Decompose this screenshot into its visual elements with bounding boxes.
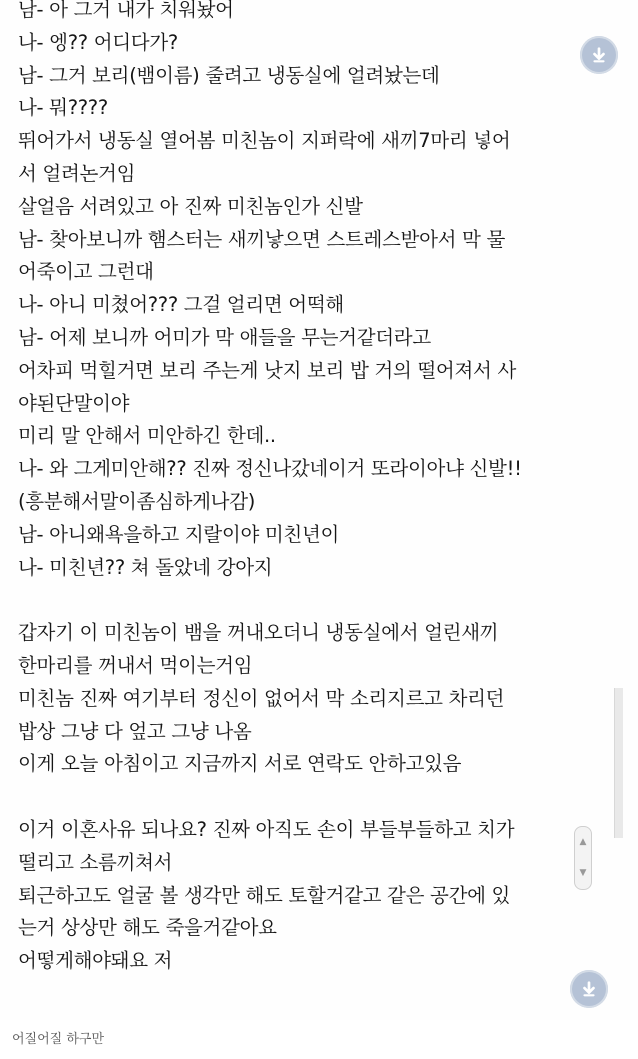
post-text-line: 서 얼려논거임 xyxy=(18,162,136,185)
post-text-line: 떨리고 소름끼쳐서 xyxy=(18,850,173,874)
scroll-down-button-top[interactable] xyxy=(580,36,618,74)
post-text-line: 야된단말이야 xyxy=(18,391,130,415)
post-text-line: 갑자기 이 미친놈이 뱀을 꺼내오더니 냉동실에서 얼린새끼 xyxy=(18,621,499,645)
post-text-line: 살얼음 서려있고 아 진짜 미친놈인가 신발 xyxy=(18,194,363,218)
chevron-down-icon: ▼ xyxy=(579,868,587,878)
post-text-line: 미리 말 안해서 미안하긴 한데.. xyxy=(18,424,276,448)
post-text-line: 어떻게해야돼요 저 xyxy=(18,949,173,973)
scroll-down-button-bottom[interactable] xyxy=(570,970,608,1008)
post-text-line: 는거 상상만 해도 죽을거같아요 xyxy=(18,916,277,940)
post-text-line: 남- 아니왜욕을하고 지랄이야 미친년이 xyxy=(18,522,340,546)
post-text-line: 남- 어제 보니까 어미가 막 애들을 무는거같더라고 xyxy=(18,326,431,349)
post-text-line: 나- 아니 미쳤어??? 그걸 얼리면 어떡해 xyxy=(18,293,344,317)
image-caption: 어질어질 하구만 xyxy=(12,1032,105,1047)
post-text-line: 나- 와 그게미안해?? 진짜 정신나갔네이거 또라이아냐 신발!! xyxy=(18,457,522,481)
post-text-line: 나- 엥?? 어디다가? xyxy=(18,30,178,54)
post-text-line: 남- 찾아보니까 햄스터는 새끼낳으면 스트레스받아서 막 물 xyxy=(18,227,506,251)
post-text-line: 이거 이혼사유 되나요? 진짜 아직도 손이 부들부들하고 치가 xyxy=(18,818,515,841)
post-text-line: 어죽이고 그런대 xyxy=(18,260,154,284)
arrow-down-icon xyxy=(580,980,598,998)
post-text-line: (흥분해서말이좀심하게나감) xyxy=(18,490,256,513)
scrollbar-track[interactable] xyxy=(614,688,623,838)
post-text-line: 나- 미친년?? 쳐 돌았네 강아지 xyxy=(18,555,273,579)
post-text-line: 이게 오늘 아침이고 지금까지 서로 연락도 안하고있음 xyxy=(18,752,462,776)
scrollbar-thumb[interactable] xyxy=(574,826,592,890)
post-text-line: 미친놈 진짜 여기부터 정신이 없어서 막 소리지르고 차리던 xyxy=(18,686,505,710)
post-text-line: 나- 뭐???? xyxy=(18,96,108,120)
arrow-down-icon xyxy=(590,46,608,64)
post-text-line: 한마리를 꺼내서 먹이는거임 xyxy=(18,654,253,677)
post-text-line: 남- 그거 보리(뱀이름) 줄려고 냉동실에 얼려놨는데 xyxy=(18,63,440,87)
post-text-line: 퇴근하고도 얼굴 볼 생각만 해도 토할거같고 같은 공간에 있 xyxy=(18,883,511,907)
post-text-line: 어차피 먹힐거면 보리 주는게 낫지 보리 밥 거의 떨어져서 사 xyxy=(18,358,516,382)
post-text-line: 밥상 그냥 다 엎고 그냥 나옴 xyxy=(18,719,252,743)
chevron-up-icon: ▲ xyxy=(579,837,587,847)
post-text-line: 뛰어가서 냉동실 열어봄 미친놈이 지퍼락에 새끼7마리 넣어 xyxy=(18,129,511,153)
post-text-line: 남- 아 그거 내가 치워놨어 xyxy=(18,0,234,21)
